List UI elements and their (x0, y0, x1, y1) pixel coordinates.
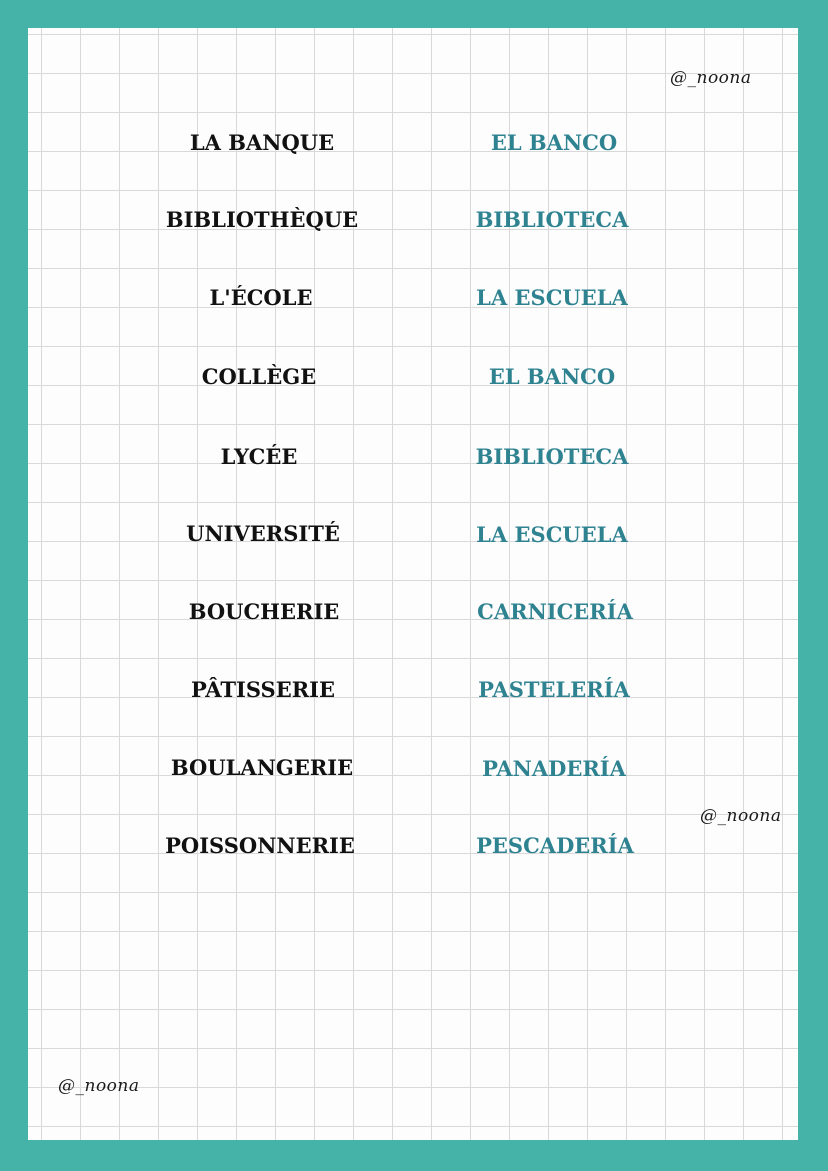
spanish-word: BIBLIOTECA (475, 444, 629, 469)
french-word: PÂTISSERIE (190, 677, 336, 702)
spanish-word: LA ESCUELA (476, 285, 628, 310)
french-word: BIBLIOTHÈQUE (165, 207, 359, 232)
french-word: LA BANQUE (189, 130, 335, 155)
spanish-word: PANADERÍA (482, 756, 626, 781)
french-word: UNIVERSITÉ (186, 521, 340, 546)
french-word: L'ÉCOLE (209, 285, 313, 310)
french-word: POISSONNERIE (165, 833, 355, 858)
spanish-word: EL BANCO (490, 130, 618, 155)
spanish-word: PASTELERÍA (478, 677, 630, 702)
spanish-word: EL BANCO (488, 364, 616, 389)
spanish-word: CARNICERÍA (477, 599, 633, 624)
vocabulary-sheet (28, 28, 798, 1140)
watermark-bottom: @_noona (58, 1076, 140, 1096)
spanish-word: PESCADERÍA (476, 833, 634, 858)
spanish-word: BIBLIOTECA (475, 207, 629, 232)
watermark-top: @_noona (670, 68, 752, 88)
spanish-word: LA ESCUELA (476, 522, 628, 547)
watermark-middle: @_noona (700, 806, 782, 826)
french-word: COLLÈGE (201, 364, 317, 389)
french-word: LYCÉE (220, 444, 298, 469)
french-word: BOULANGERIE (170, 755, 354, 780)
french-word: BOUCHERIE (188, 599, 340, 624)
